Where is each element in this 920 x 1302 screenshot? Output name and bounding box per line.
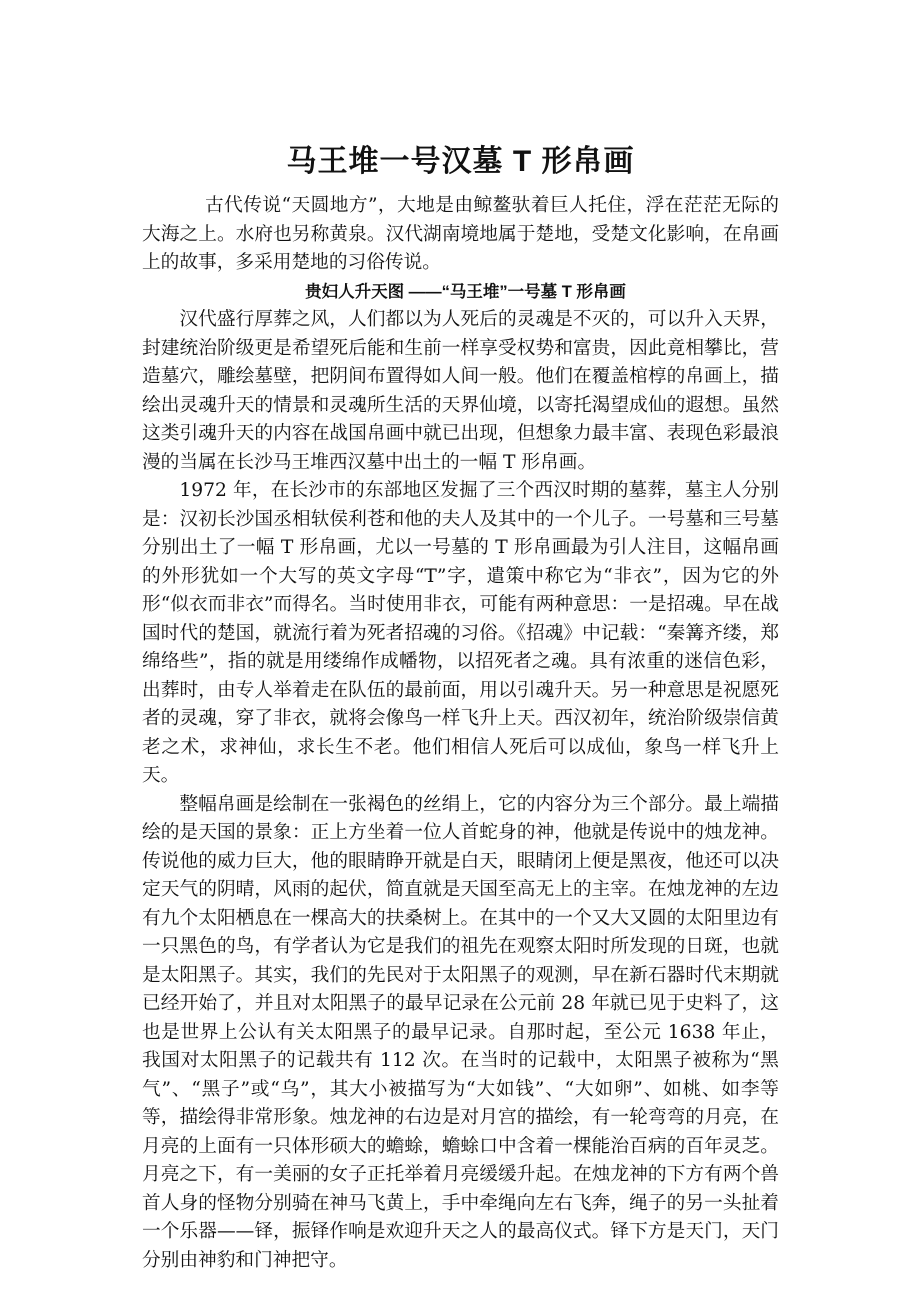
- section-subtitle: 贵妇人升天图 ——“马王堆”一号墓 T 形帛画: [305, 282, 626, 301]
- body-paragraph: 1972 年，在长沙市的东部地区发掘了三个西汉时期的墓葬，墓主人分别是：汉初长沙国丞相轪侯利苍和他的夫人及其中的一个儿子。一号墓和三号墓分别出土了一幅 T 形帛画，尤以一号墓的 T 形帛画最为引人注目，这幅帛画的外形犹如一个大写的英文字母“T”字，遣策中称它为“非衣”，因为它的外形“似衣而非衣”而得名。当时使用非衣，可能有两种意思：一是招魂。早在战国时代的楚国，就流行着为死者招魂的习俗。《招魂》中记载：“秦篝齐缕，郑绵络些”，指的就是用缕绵作成幡物，以招死者之魂。具有浓重的迷信色彩，出葬时，由专人举着走在队伍的最前面，用以引魂升天。另一种意思是祝愿死者的灵魂，穿了非衣，就将会像鸟一样飞升上天。西汉初年，统治阶级崇信黄老之术，求神仙，求长生不老。他们相信人死后可以成仙，象鸟一样飞升上天。: [142, 480, 779, 786]
- body-paragraph: 整幅帛画是绘制在一张褐色的丝绢上，它的内容分为三个部分。最上端描绘的是天国的景象：正上方坐着一位人首蛇身的神，他就是传说中的烛龙神。传说他的威力巨大，他的眼睛睁开就是白天，眼睛闭上便是黑夜，他还可以决定天气的阴晴，风雨的起伏，简直就是天国至高无上的主宰。在烛龙神的左边有九个太阳栖息在一棵高大的扶桑树上。在其中的一个又大又圆的太阳里边有一只黑色的鸟，有学者认为它是我们的祖先在观察太阳时所发现的日斑，也就是太阳黑子。其实，我们的先民对于太阳黑子的观测，早在新石器时代末期就已经开始了，并且对太阳黑子的最早记录在公元前 28 年就已见于史料了，这也是世界上公认有关太阳黑子的最早记录。自那时起，至公元 1638 年止，我国对太阳黑子的记载共有 112 次。在当时的记载中，太阳黑子被称为“黑气”、“黑子”或“乌”，其大小被描写为“大如钱”、“大如卵”、如桃、如李等等，描绘得非常形象。烛龙神的右边是对月宫的描绘，有一轮弯弯的月亮，在月亮的上面有一只体形硕大的蟾蜍，蟾蜍口中含着一棵能治百病的百年灵芝。月亮之下，有一美丽的女子正托举着月亮缓缓升起。在烛龙神的下方有两个兽首人身的怪物分别骑在神马飞黄上，手中牵绳向左右飞奔，绳子的另一头扯着一个乐器——铎，振铎作响是欢迎升天之人的最高仪式。铎下方是天门，天门分别由神豹和门神把守。: [142, 793, 779, 1271]
- document-page: [142, 140, 779, 1275]
- body-paragraph: 汉代盛行厚葬之风，人们都以为人死后的灵魂是不灭的，可以升入天界，封建统治阶级更是希望死后能和生前一样享受权势和富贵，因此竟相攀比，营造墓穴，雕绘墓壁，把阴间布置得如人间一般。他们在覆盖棺椁的帛画上，描绘出灵魂升天的情景和灵魂所生活的天界仙境，以寄托渴望成仙的遐想。虽然这类引魂升天的内容在战国帛画中就已出现，但想象力最丰富、表现色彩最浪漫的当属在长沙马王堆西汉墓中出土的一幅 T 形帛画。: [142, 309, 779, 473]
- document-title: 马王堆一号汉墓 T 形帛画: [286, 145, 635, 178]
- intro-paragraph: 古代传说“天圆地方”，大地是由鲸鳌驮着巨人托住，浮在茫茫无际的大海之上。水府也另称黄泉。汉代湖南境地属于楚地，受楚文化影响，在帛画上的故事，多采用楚地的习俗传说。: [142, 195, 779, 273]
